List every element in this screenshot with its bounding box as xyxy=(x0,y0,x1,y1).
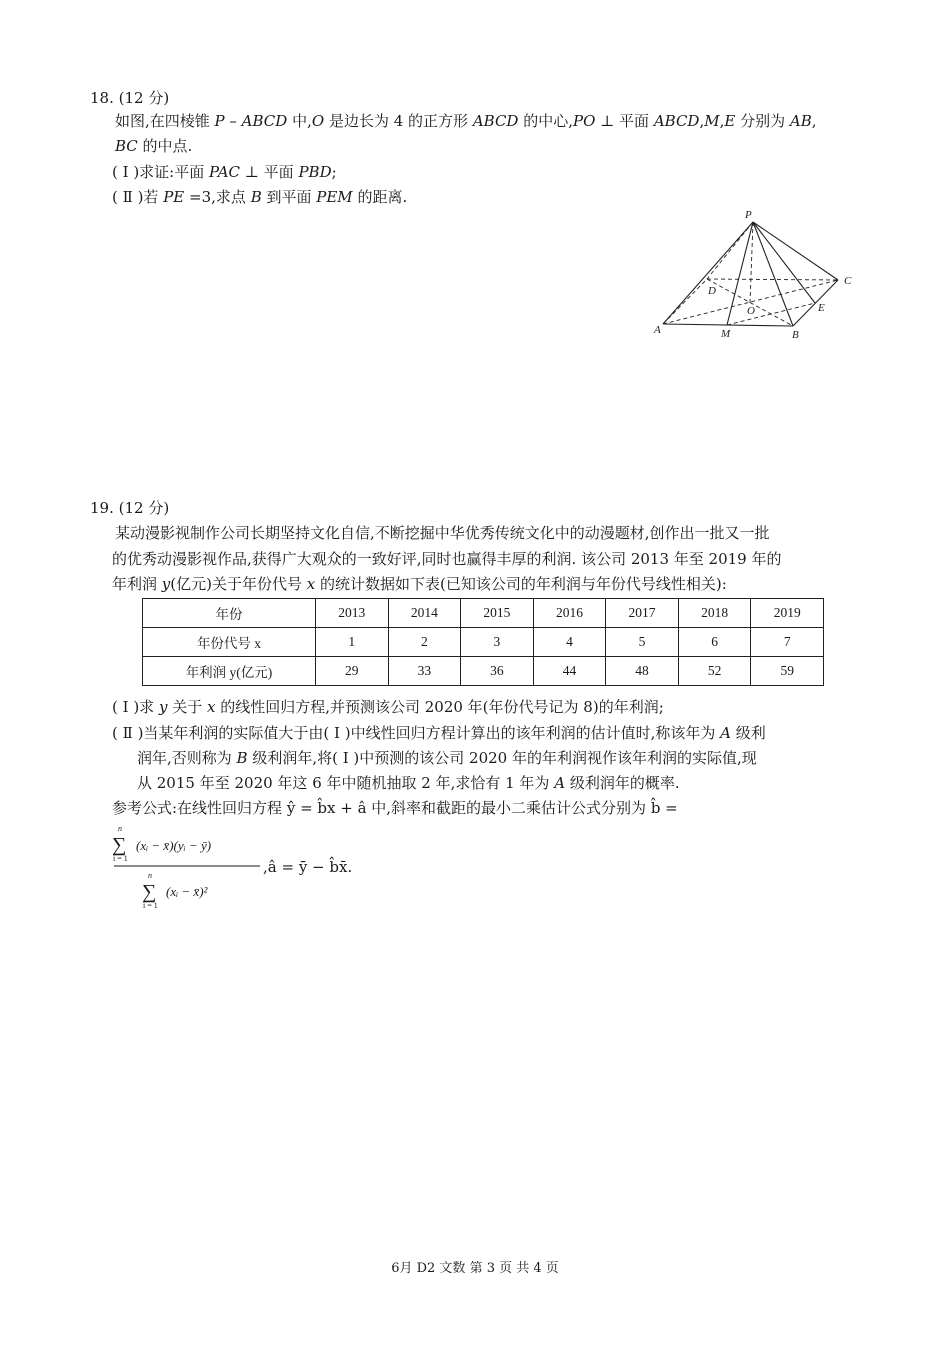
edge-PC xyxy=(753,222,838,280)
q19-line3: 年利润 y(亿元)关于年份代号 x 的统计数据如下表(已知该公司的年利润与年份代号线性相关): xyxy=(112,575,727,593)
denominator: (xᵢ − x̄)² xyxy=(166,884,208,899)
table-cell: 2019 xyxy=(751,599,824,628)
table-cell: 48 xyxy=(606,657,679,686)
q19-line2: 的优秀动漫影视作品,获得广大观众的一致好评,同时也赢得丰厚的利润. 该公司 2013 年至 2019 年的 xyxy=(112,550,782,568)
profit-table xyxy=(142,598,824,686)
label-D: D xyxy=(708,285,716,297)
table-cell: 2013 xyxy=(316,599,389,628)
label-P: P xyxy=(745,209,752,221)
least-squares-formula xyxy=(112,822,266,914)
table-cell: 2 xyxy=(388,628,461,657)
table-cell: 2015 xyxy=(461,599,534,628)
q18-stem-line2: BC 的中点. xyxy=(115,137,193,155)
label-A: A xyxy=(654,324,661,336)
sum-upper-2: n xyxy=(148,871,152,880)
pyramid-figure xyxy=(0,0,950,400)
table-cell: 2017 xyxy=(606,599,679,628)
q18-part1: ( Ⅰ )求证:平面 PAC ⊥ 平面 PBD; xyxy=(112,163,337,181)
q19-number: 19. (12 分) xyxy=(90,499,170,517)
table-cell: 36 xyxy=(461,657,534,686)
table-cell: 52 xyxy=(678,657,751,686)
q19-part2-line3: 从 2015 年至 2020 年这 6 年中随机抽取 2 年,求恰有 1 年为 A 级利润年的概率. xyxy=(137,774,680,792)
q18-number: 18. (12 分) xyxy=(90,89,170,107)
intercept-formula: ,â = ȳ − b̂x̄. xyxy=(263,858,353,876)
table-cell: 7 xyxy=(751,628,824,657)
label-B: B xyxy=(792,329,799,341)
table-cell: 2016 xyxy=(533,599,606,628)
label-E: E xyxy=(818,302,825,314)
q18-stem-line1: 如图,在四棱锥 P – ABCD 中,O 是边长为 4 的正方形 ABCD 的中心,PO ⊥ 平面 ABCD,M,E 分别为 AB, xyxy=(115,112,817,130)
q19-line1: 某动漫影视制作公司长期坚持文化自信,不断挖掘中华优秀传统文化中的动漫题材,创作出一批又一批 xyxy=(115,524,770,542)
table-cell: 59 xyxy=(751,657,824,686)
table-cell: 2018 xyxy=(678,599,751,628)
table-row xyxy=(143,599,824,628)
numerator: (xᵢ − x̄)(yᵢ − ȳ) xyxy=(136,838,212,853)
row-label: 年利润 y(亿元) xyxy=(143,657,316,686)
edge-AD xyxy=(663,279,707,324)
table-cell: 29 xyxy=(316,657,389,686)
page-footer: 6月 D2 文数 第 3 页 共 4 页 xyxy=(391,1261,559,1276)
table-cell: 2014 xyxy=(388,599,461,628)
edge-PA xyxy=(663,222,753,324)
sum-lower-2: i = 1 xyxy=(143,901,158,910)
edge-PE xyxy=(753,222,815,303)
edge-BC xyxy=(793,280,838,326)
table-cell: 44 xyxy=(533,657,606,686)
edge-ME xyxy=(727,303,815,325)
label-O: O xyxy=(747,305,755,317)
table-cell: 4 xyxy=(533,628,606,657)
q18-part2: ( Ⅱ )若 PE =3,求点 B 到平面 PEM 的距离. xyxy=(112,188,408,206)
edge-DC xyxy=(707,279,838,280)
label-M: M xyxy=(721,328,731,340)
label-C: C xyxy=(844,275,852,287)
row-label: 年份代号 x xyxy=(143,628,316,657)
sum-lower: i = 1 xyxy=(113,854,128,863)
q19-part1: ( Ⅰ )求 y 关于 x 的线性回归方程,并预测该公司 2020 年(年份代号记为 8)的年利润; xyxy=(112,698,664,716)
q19-part2-line1: ( Ⅱ )当某年利润的实际值大于由( Ⅰ )中线性回归方程计算出的该年利润的估计值时,称该年为 A 级利 xyxy=(112,724,766,742)
table-row xyxy=(143,657,824,686)
row-label: 年份 xyxy=(143,599,316,628)
table-row xyxy=(143,628,824,657)
formula-intro: 参考公式:在线性回归方程 ŷ = b̂x + â 中,斜率和截距的最小二乘估计公式分别为 b̂ = xyxy=(112,799,678,817)
sum-upper: n xyxy=(118,824,122,833)
edge-PB xyxy=(753,222,793,326)
q19-part2-line2: 润年,否则称为 B 级利润年,将( Ⅰ )中预测的该公司 2020 年的年利润视作该年利润的实际值,现 xyxy=(137,749,757,767)
table-cell: 33 xyxy=(388,657,461,686)
sum-symbol: ∑ xyxy=(112,834,127,856)
table-cell: 6 xyxy=(678,628,751,657)
table-cell: 3 xyxy=(461,628,534,657)
table-cell: 1 xyxy=(316,628,389,657)
table-cell: 5 xyxy=(606,628,679,657)
sum-symbol-2: ∑ xyxy=(142,881,157,903)
